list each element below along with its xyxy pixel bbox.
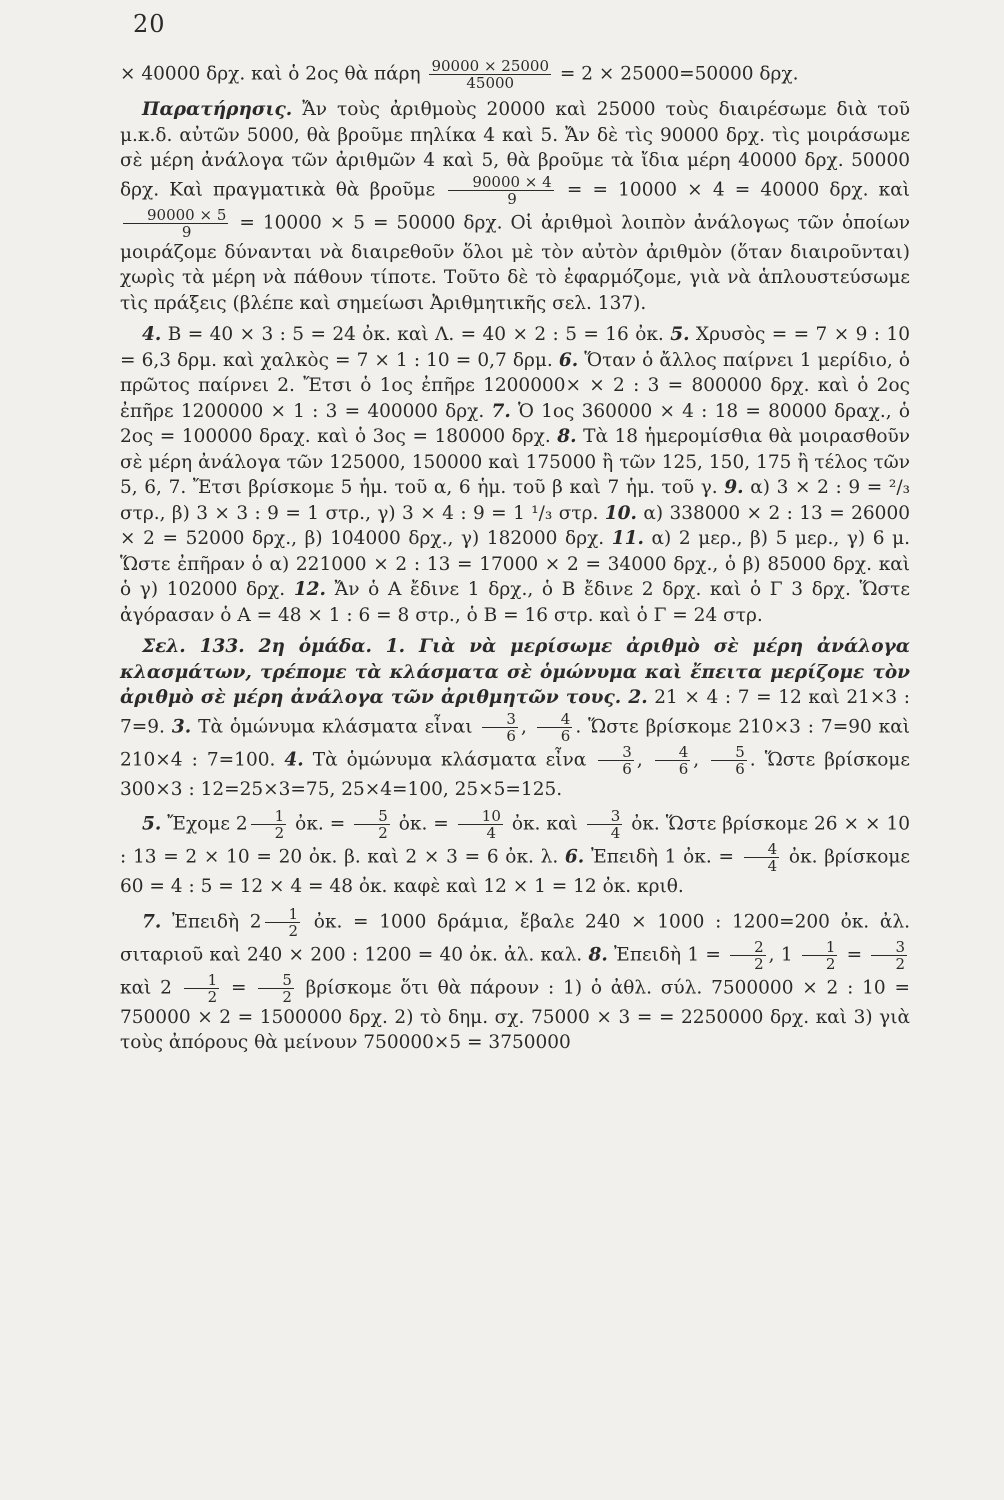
emphasis-run: Σελ. 133. 2η ὁμάδα. 1. Γιὰ νὰ μερίσωμε ἀριθμὸ σὲ μέρη ἀνάλογα κλασμάτων, τρέπομε τὰ κλάσματα σὲ ὁμώνυμα καὶ ἔπειτα μερίζομε τὸν ἀριθμὸ σὲ μέρη ἀνάλογα τῶν ἀριθμητῶν τους. 2. (120, 636, 910, 708)
fraction (598, 744, 634, 777)
fraction-numerator: 3 (871, 939, 907, 956)
text-run: Ὅταν ὁ ἄλλος παίρνει 1 μερίδιο, ὁ πρῶτος παίρνει 2. Ἔτσι ὁ 1ος ἐπῆρε 1200000× × 2 : 3 = 800000 δρχ. καὶ ὁ 2ος ἐπῆρε 1200000 × 1 : 3 = 400000 δρχ. (120, 349, 910, 422)
text-run: = (840, 944, 869, 965)
text-run: Ἔχομε 2 (161, 813, 248, 835)
fraction-numerator: 90000 × 4 (448, 174, 553, 191)
text-run: , (636, 749, 652, 770)
fraction (655, 744, 691, 777)
text-run: α) 338000 × 2 : 13 = 26000 × 2 = 52000 δρχ., β) 104000 δρχ., γ) 182000 δρχ. (120, 502, 910, 549)
fraction-denominator: 4 (486, 824, 497, 842)
fraction-denominator: 45000 (466, 74, 515, 92)
fraction-numerator: 4 (744, 841, 780, 858)
fraction-denominator: 2 (274, 824, 285, 842)
paragraph-p1 (120, 58, 910, 91)
fraction-numerator: 1 (251, 808, 287, 825)
text-run: ὀκ. = 1000 δράμια, ἔβαλε 240 × 1000 : 1200=200 ὀκ. ἀλ. σιταριοῦ καὶ 240 × 200 : 1200 = 40 ὀκ. ἀλ. καλ. (120, 911, 910, 965)
fraction (354, 808, 390, 841)
fraction-denominator: 6 (622, 759, 632, 778)
paragraph-p4 (120, 634, 910, 802)
text-run: Τὰ ὁμώνυμα κλάσματα εἶναι (191, 716, 480, 737)
fraction (251, 808, 287, 841)
text-run: Β = 40 × 3 : 5 = 24 ὀκ. καὶ Λ. = 40 × 2 : 5 = 16 ὀκ. (161, 324, 671, 345)
text-run: Ἐπειδὴ 1 ὀκ. = (584, 846, 741, 868)
emphasis-run: 7. (142, 911, 162, 932)
fraction-denominator: 2 (378, 824, 388, 842)
fraction-denominator: 6 (678, 759, 689, 778)
fraction-denominator: 6 (506, 726, 516, 745)
fraction-numerator: 5 (258, 972, 294, 989)
text-run: βρίσκομε ὅτι θὰ πάρουν : 1) ὁ ἀθλ. σύλ. 7500000 × 2 : 10 = 750000 × 2 = 1500000 δρχ. 2) τὸ δημ. σχ. 75000 × 3 = = 2250000 δρχ. καὶ 3) γιὰ τοὺς ἀπόρους θὰ μείνουν 750000×5 = 3750000 (120, 977, 910, 1053)
fraction-numerator: 10 (458, 808, 503, 825)
emphasis-run: 4. (284, 749, 304, 770)
text-run: = 2 × 25000=50000 δρχ. (554, 63, 799, 85)
paragraph-p6 (120, 906, 910, 1056)
text-run: = (222, 977, 256, 998)
text-run: ὀκ. βρίσκομε 60 = 4 : 5 = 12 × 4 = 48 ὀκ. καφὲ καὶ 12 × 1 = 12 ὀκ. κριθ. (120, 846, 910, 897)
fraction (458, 808, 503, 841)
fraction (429, 58, 551, 91)
text-run: ὀκ. = (289, 813, 352, 835)
text-run: καὶ 2 (120, 977, 181, 998)
emphasis-run: 9. (724, 477, 744, 498)
text-run: α) 2 μερ., β) 5 μερ., γ) 6 μ. Ὥστε ἐπῆραν ὁ α) 221000 × 2 : 13 = 17000 × 2 = 34000 δρχ., ὁ β) 85000 δρχ. καὶ ὁ γ) 102000 δρχ. (120, 528, 910, 600)
text-run: . Ὥστε βρίσκομε 210×3 : 7=90 καὶ 210×4 : 7=100. (120, 716, 910, 770)
fraction-denominator: 2 (282, 987, 292, 1006)
paragraph-p2 (120, 97, 910, 316)
fraction (730, 939, 766, 972)
text-run: Ἐπειδὴ 1 = (607, 944, 728, 965)
fraction (744, 841, 780, 874)
fraction (184, 972, 220, 1005)
fraction-numerator: 4 (537, 711, 573, 728)
fraction (871, 939, 907, 972)
emphasis-run: 12. (293, 579, 326, 600)
fraction-denominator: 2 (207, 987, 218, 1006)
fraction-numerator: 1 (184, 972, 220, 989)
fraction-numerator: 3 (598, 744, 634, 761)
emphasis-run: Παρατήρησις. (142, 99, 293, 120)
fraction-numerator: 1 (265, 906, 301, 923)
text-run: , 1 (768, 944, 799, 965)
fraction-denominator: 9 (507, 189, 517, 208)
text-run: Χρυσὸς = = 7 × 9 : 10 = 6,3 δρμ. καὶ χαλκὸς = 7 × 1 : 10 = 0,7 δρμ. (120, 324, 910, 371)
fraction-denominator: 2 (895, 954, 905, 973)
emphasis-run: 5. (670, 324, 690, 345)
emphasis-run: 3. (171, 716, 192, 737)
fraction-numerator: 90000 × 25000 (431, 57, 550, 75)
text-run: = 10000 × 5 = 50000 δρχ. Οἱ ἀριθμοὶ λοιπὸν ἀνάλογως τῶν ὁποίων μοιράζομε δύνανται νὰ διαιρεθοῦν ὅλοι μὲ τὸν αὐτὸν ἀριθμὸν (ὅταν διαιροῦνται) χωρὶς τὰ μέρη νὰ πάθουν τίποτε. Τοῦτο δὲ τὸ ἐφαρμόζομε, γιὰ νὰ ἁπλουστεύσωμε τὶς πράξεις (βλέπε καὶ σημείωσι Ἀριθμητικῆς σελ. 137). (120, 212, 910, 314)
emphasis-run: 7. (491, 400, 511, 422)
paragraph-p5 (120, 808, 910, 900)
fraction-denominator: 2 (288, 921, 299, 940)
fraction (448, 174, 553, 207)
fraction (711, 744, 747, 777)
text-run: ὀκ. καὶ (505, 813, 584, 835)
fraction (123, 207, 228, 240)
text-run: Ὁ 1ος 360000 × 4 : 18 = 80000 δραχ., ὁ 2ος = 100000 δραχ. καὶ ὁ 3ος = 180000 δρχ. (120, 400, 910, 447)
fraction-numerator: 4 (655, 744, 691, 761)
emphasis-run: 5. (142, 813, 162, 835)
emphasis-run: 11. (611, 528, 644, 549)
paragraph-p3 (120, 322, 910, 628)
fraction-numerator: 3 (587, 808, 623, 825)
text-run: = = 10000 × 4 = 40000 δρχ. καὶ (556, 179, 910, 200)
emphasis-run: 4. (142, 324, 162, 345)
fraction (482, 711, 518, 744)
fraction-denominator: 6 (735, 759, 745, 778)
text-run: . Ὥστε βρίσκομε 300×3 : 12=25×3=75, 25×4=100, 25×5=125. (120, 749, 911, 800)
text-run: α) 3 × 2 : 9 = ²/₃ στρ., β) 3 × 3 : 9 = 1 στρ., γ) 3 × 4 : 9 = 1 ¹/₃ στρ. (120, 477, 910, 524)
fraction (537, 711, 573, 744)
text-run: Τὰ ὁμώνυμα κλάσματα εἶνα (303, 749, 596, 770)
fraction-denominator: 2 (825, 954, 836, 973)
fraction-numerator: 90000 × 5 (123, 207, 228, 224)
emphasis-run: 10. (604, 502, 637, 524)
emphasis-run: 8. (588, 944, 608, 965)
emphasis-run: 6. (564, 846, 585, 868)
fraction-numerator: 1 (802, 939, 838, 956)
fraction (802, 939, 838, 972)
fraction-denominator: 4 (767, 857, 778, 875)
fraction (587, 808, 623, 841)
text-run: ὀκ. = (392, 813, 455, 835)
fraction-numerator: 5 (711, 744, 747, 761)
text-run: Ἄν τοὺς ἀριθμοὺς 20000 καὶ 25000 τοὺς διαιρέσωμε διὰ τοῦ μ.κ.δ. αὐτῶν 5000, θὰ βροῦμε πηλίκα 4 καὶ 5. Ἄν δὲ τὶς 90000 δρχ. τὶς μοιράσωμε σὲ μέρη ἀνάλογα τῶν ἀριθμῶν 4 καὶ 5, θὰ βροῦμε τὰ ἴδια μέρη 40000 δρχ. 50000 δρχ. Καὶ πραγματικὰ θὰ βροῦμε (120, 99, 910, 200)
text-run: , (520, 716, 534, 737)
text-run: Ἐπειδὴ 2 (161, 911, 262, 932)
page-number: 20 (133, 10, 166, 38)
text-run: ὀκ. Ὥστε βρίσκομε 26 × × 10 : 13 = 2 × 10 = 20 ὀκ. β. καὶ 2 × 3 = 6 ὀκ. λ. (120, 813, 910, 868)
fraction-denominator: 2 (754, 954, 764, 973)
emphasis-run: 6. (558, 349, 579, 371)
fraction (265, 906, 301, 939)
text-run: × 40000 δρχ. καὶ ὁ 2ος θὰ πάρη (120, 63, 427, 85)
fraction-denominator: 6 (560, 726, 571, 745)
text-run: 21 × 4 : 7 = 12 καὶ 21×3 : 7=9. (120, 687, 910, 737)
text-run: Τὰ 18 ἡμερομίσθια θὰ μοιρασθοῦν σὲ μέρη ἀνάλογα τῶν 125000, 150000 καὶ 175000 ἢ τῶν 125, 150, 175 ἢ τέλος τῶν 5, 6, 7. Ἔτσι βρίσκομε 5 ἡμ. τοῦ α, 6 ἡμ. τοῦ β καὶ 7 ἡμ. τοῦ γ. (120, 426, 910, 498)
text-run: Ἄν ὁ Α ἔδινε 1 δρχ., ὁ Β ἔδινε 2 δρχ. καὶ ὁ Γ 3 δρχ. Ὥστε ἀγόρασαν ὁ Α = 48 × 1 : 6 = 8 στρ., ὁ Β = 16 στρ. καὶ ὁ Γ = 24 στρ. (120, 579, 910, 626)
fraction-denominator: 9 (181, 222, 192, 241)
fraction-numerator: 2 (730, 939, 766, 956)
fraction-numerator: 5 (354, 808, 390, 825)
fraction (258, 972, 294, 1005)
emphasis-run: 8. (557, 426, 577, 447)
page-content (120, 58, 910, 1062)
fraction-denominator: 4 (610, 824, 621, 842)
fraction-numerator: 3 (482, 711, 518, 728)
text-run: , (693, 749, 709, 770)
